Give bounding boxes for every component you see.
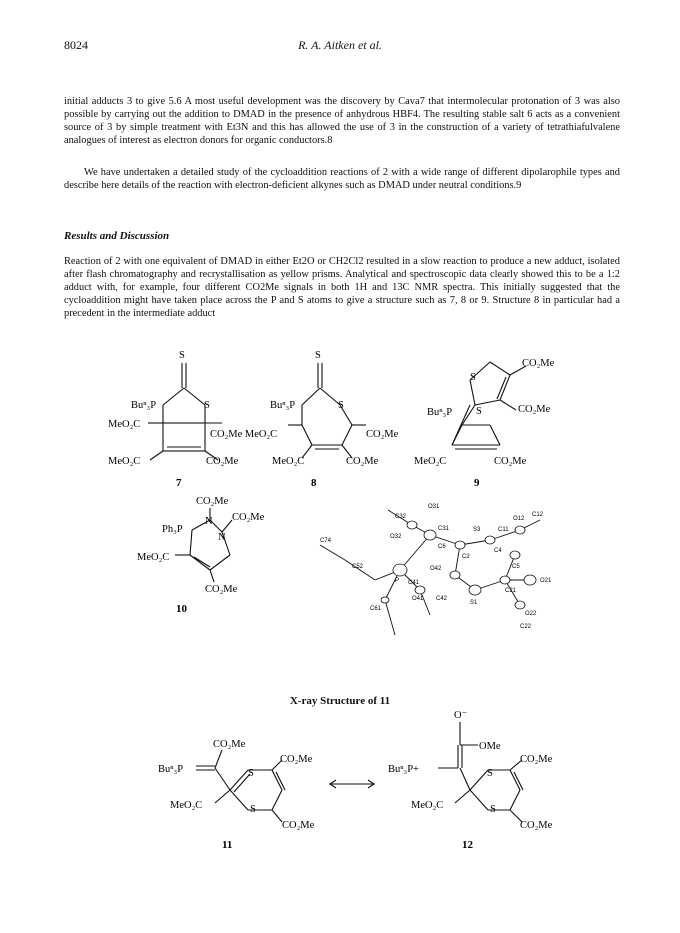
s12-bu3p-plus: Buⁿ₃P+: [388, 764, 419, 775]
s8-s: S: [338, 400, 344, 411]
xray-atom-c6: C6: [438, 544, 446, 550]
xray-atom-c5: C5: [512, 564, 520, 570]
s7-thione-s: S: [179, 350, 185, 361]
compound-label-8: 8: [311, 477, 317, 489]
xray-caption: X-ray Structure of 11: [289, 695, 391, 707]
s9-co2me-bottom: CO₂Me: [494, 456, 527, 467]
xray-atom-c41: C41: [408, 580, 420, 586]
s11-s-top: S: [248, 768, 254, 779]
compound-label-7: 7: [176, 477, 182, 489]
s11-s-bottom: S: [250, 804, 256, 815]
xray-atom-s3: S3: [473, 527, 481, 533]
s9-co2me-top: CO₂Me: [522, 358, 555, 369]
xray-atom-c61: C61: [370, 606, 382, 612]
s8-meo2c: MeO₂C: [272, 456, 305, 467]
xray-atom-p: P: [395, 578, 400, 584]
s7-s: S: [204, 400, 210, 411]
xray-atom-o41: O41: [412, 596, 424, 602]
xray-atom-c11: C11: [498, 527, 509, 533]
xray-atom-c74: C74: [320, 538, 332, 544]
xray-atom-o42: O42: [430, 566, 442, 572]
section-heading: Results and Discussion: [64, 230, 170, 242]
s11-co2me-top: CO₂Me: [213, 739, 246, 750]
paragraph-1: initial adducts 3 to give 5.6 A most useful development was the discovery by Cava7 that intermolecular protonation of 3 was also possible by carrying out the addition to DMAD in the presence of anhydrous HBF4. The resulting stable salt 6 acts as a convenient source of 3 by simple treatment with Et3N and this has allowed the use of 3 in the construction of a variety of tetrathiafulvalene analogues of interest as electron donors for organic conductors.8: [64, 96, 620, 146]
s9-bu3p: Buⁿ₃P: [427, 407, 453, 418]
s10-n1: N: [205, 516, 213, 527]
xray-atom-o32: O32: [390, 534, 402, 540]
s9-meo2c: MeO₂C: [414, 456, 447, 467]
s9-co2me-right: CO₂Me: [518, 404, 551, 415]
xray-atom-c4: C4: [494, 548, 502, 554]
xray-atom-o22: O22: [525, 611, 537, 617]
xray-atom-c32: C32: [395, 514, 407, 520]
s7-meo2c-bottom: MeO₂C: [108, 456, 141, 467]
paragraph-2: We have undertaken a detailed study of the cycloaddition reactions of 2 with a wide range of different dipolarophile types and describe here details of the reaction with electron-deficient alkynes such as DMAD under neutral conditions.9: [64, 167, 620, 191]
s8-co2me: CO₂Me: [366, 429, 399, 440]
s8-bu3p: Buⁿ₃P: [270, 400, 296, 411]
xray-atom-c52: C52: [352, 564, 364, 570]
s10-ph3p: Ph₃P: [162, 524, 183, 535]
s12-meo2c: MeO₂C: [411, 800, 444, 811]
s9-s-top: S: [470, 372, 476, 383]
paragraph-3: Reaction of 2 with one equivalent of DMAD in either Et2O or CH2Cl2 resulted in a slow reaction to produce a new adduct, isolated after flash chromatography and recrystallisation as yellow prisms. Analytical and spectroscopic data clearly showed this to be a 1:2 adduct with, for example, four different CO2Me signals in both 1H and 13C NMR spectra. This initially suggested that the cycloaddition might have taken place across the P and S atoms to give a structure such as 7, 8 or 9. Structure 8 in particular had a precedent in the intermediate adduct: [64, 256, 620, 319]
xray-atom-o31: O31: [428, 504, 440, 510]
s7-meo2c-top: MeO₂C: [108, 419, 141, 430]
s12-co2me-right: CO₂Me: [520, 754, 553, 765]
s7-co2me-meo2c: CO₂Me MeO₂C: [210, 429, 278, 440]
xray-atom-c31: C31: [438, 526, 450, 532]
xray-atom-c12: C12: [532, 512, 544, 518]
s10-co2me-n: CO₂Me: [232, 512, 265, 523]
s11-co2me-right: CO₂Me: [280, 754, 313, 765]
running-head: R. A. Aitken et al.: [298, 38, 382, 52]
s10-co2me-top: CO₂Me: [196, 496, 229, 507]
s7-bu3p: Buⁿ₃P: [131, 400, 157, 411]
s12-s-bottom: S: [490, 804, 496, 815]
s11-bu3p: Buⁿ₃P: [158, 764, 184, 775]
xray-atom-o21: O21: [540, 578, 552, 584]
compound-label-10: 10: [176, 603, 187, 615]
s8-co2me-bottom: CO₂Me: [346, 456, 379, 467]
xray-atom-c2: C2: [462, 554, 470, 560]
s11-co2me-bottom: CO₂Me: [282, 820, 315, 831]
s11-meo2c: MeO₂C: [170, 800, 203, 811]
xray-atom-o12: O12: [513, 516, 525, 522]
s10-n2: N: [218, 532, 226, 543]
compound-label-9: 9: [474, 477, 480, 489]
xray-atom-s1: S1: [470, 600, 478, 606]
s10-meo2c: MeO₂C: [137, 552, 170, 563]
s9-s-ring: S: [476, 406, 482, 417]
s12-ome: OMe: [479, 741, 501, 752]
s8-thione-s: S: [315, 350, 321, 361]
s12-o-minus: O⁻: [454, 710, 468, 721]
xray-atom-c42: C42: [436, 596, 448, 602]
xray-atom-c21: C21: [505, 588, 517, 594]
s12-s-top: S: [487, 768, 493, 779]
page-number: 8024: [64, 38, 88, 52]
s7-co2me-bottom: CO₂Me: [206, 456, 239, 467]
compound-label-12: 12: [462, 839, 473, 851]
s10-co2me-bottom: CO₂Me: [205, 584, 238, 595]
xray-atom-c22: C22: [520, 624, 532, 630]
compound-label-11: 11: [222, 839, 233, 851]
s12-co2me-bottom: CO₂Me: [520, 820, 553, 831]
